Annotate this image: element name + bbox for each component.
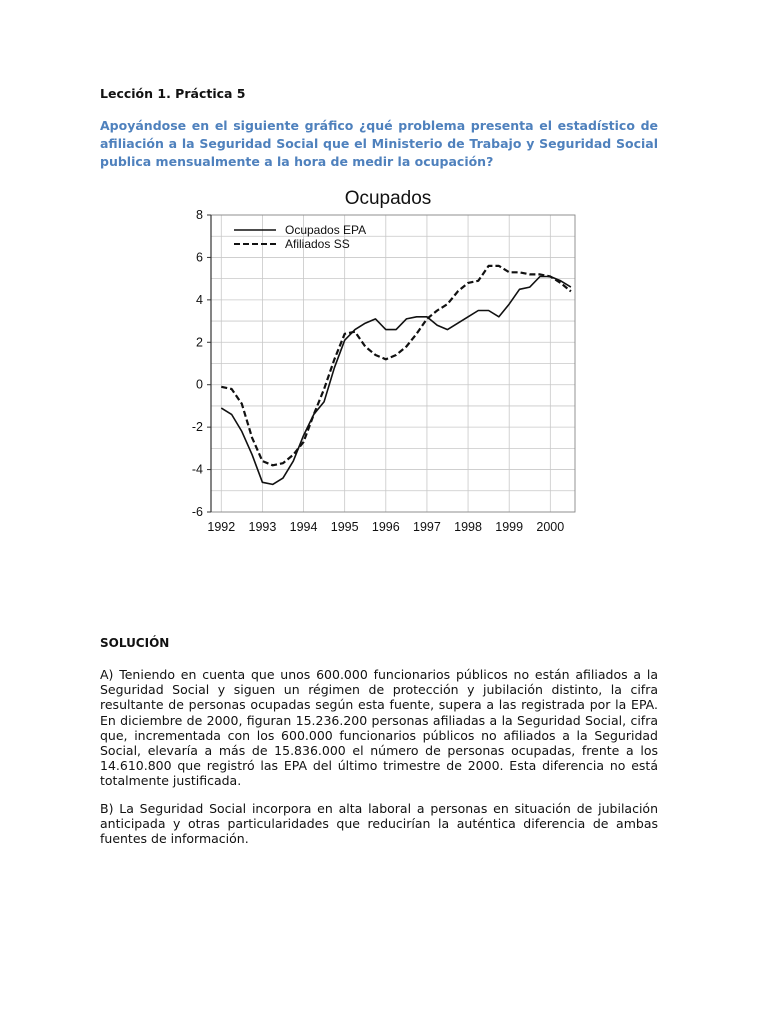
series-point (416, 316, 417, 317)
series-point (406, 318, 407, 319)
series-point (395, 354, 396, 355)
series-point (395, 329, 396, 330)
chart-grid (211, 215, 575, 512)
y-tick-label: 0 (196, 377, 203, 392)
series-point (303, 441, 304, 442)
series-point (231, 414, 232, 415)
series-point (406, 346, 407, 347)
series-point (365, 346, 366, 347)
series-point (529, 274, 530, 275)
series-point (334, 359, 335, 360)
x-tick-label: 1996 (371, 520, 400, 534)
series-point (437, 325, 438, 326)
series-point (313, 414, 314, 415)
series-point (324, 388, 325, 389)
series-point (437, 310, 438, 311)
series-point (488, 310, 489, 311)
series-point (447, 329, 448, 330)
legend-label-ocupados-epa: Ocupados EPA (285, 223, 367, 237)
series-point (241, 431, 242, 432)
series-point (529, 287, 530, 288)
series-point (560, 282, 561, 283)
series-point (262, 460, 263, 461)
series-point (252, 454, 253, 455)
legend-label-afiliados-ss: Afiliados SS (285, 237, 350, 251)
series-point (385, 329, 386, 330)
series-point (303, 435, 304, 436)
chart-series (221, 265, 572, 485)
series-point (354, 329, 355, 330)
y-tick-label: 2 (196, 335, 203, 350)
series-point (221, 407, 222, 408)
series-point (385, 359, 386, 360)
series-point (365, 323, 366, 324)
series-point (457, 323, 458, 324)
series-point (478, 310, 479, 311)
series-point (488, 265, 489, 266)
series-point (293, 460, 294, 461)
x-tick-label: 1992 (207, 520, 236, 534)
x-tick-label: 1995 (330, 520, 359, 534)
x-tick-label: 1998 (454, 520, 482, 534)
series-point (354, 331, 355, 332)
exercise-question: Apoyándose en el siguiente gráfico ¿qué problema presenta el estadístico de afiliación a la Seguridad Social que el Ministerio de Trabajo y Seguridad Social publica mensualmente a la hora de medir la ocupación? (100, 118, 658, 169)
x-tick-label: 1999 (495, 520, 524, 534)
series-point (272, 465, 273, 466)
y-tick-label: -6 (191, 505, 203, 519)
series-point (344, 340, 345, 341)
page-title: Lección 1. Práctica 5 (100, 86, 246, 101)
y-tick-label: 4 (196, 292, 203, 307)
solution-paragraph-a: A) Teniendo en cuenta que unos 600.000 funcionarios públicos no están afiliados a la Seguridad Social y siguen un régimen de protección y jubilación distinto, la cifra resultante de personas ocupadas según esta fuente, supera a las registrada por la EPA. En diciembre de 2000, figuran 15.236.200 personas afiliadas a la Seguridad Social, cifra que, incrementada con los 600.000 funcionarios públicos no afiliados a la Seguridad Social, elevaría a más de 15.836.000 el número de personas ocupadas, frente a los 14.610.800 que registró las EPA del último trimestre de 2000. Esta diferencia no está totalmente justificada. (100, 667, 658, 789)
series-point (375, 318, 376, 319)
series-point (221, 386, 222, 387)
series-point (241, 403, 242, 404)
series-point (560, 280, 561, 281)
series-point (252, 437, 253, 438)
series-point (467, 316, 468, 317)
series-point (467, 282, 468, 283)
solution-heading: SOLUCIÓN (100, 636, 170, 650)
series-point (570, 291, 571, 292)
series-point (324, 401, 325, 402)
chart-container (178, 182, 578, 538)
ocupados-line-chart (178, 182, 578, 538)
series-point (519, 289, 520, 290)
series-point (282, 477, 283, 478)
series-point (293, 454, 294, 455)
chart-title: Ocupados (344, 188, 432, 209)
series-point (262, 482, 263, 483)
series-line-ocupados-epa (221, 277, 571, 485)
series-point (457, 291, 458, 292)
series-point (498, 265, 499, 266)
y-tick-label: -4 (191, 462, 203, 477)
x-tick-label: 2000 (536, 520, 565, 534)
series-point (509, 304, 510, 305)
series-point (519, 272, 520, 273)
series-point (539, 276, 540, 277)
series-point (231, 388, 232, 389)
x-tick-label: 1994 (289, 520, 318, 534)
x-tick-label: 1997 (413, 520, 441, 534)
series-point (272, 484, 273, 485)
chart-legend (234, 223, 366, 251)
series-point (498, 316, 499, 317)
series-point (478, 280, 479, 281)
y-tick-label: -2 (191, 420, 203, 435)
solution-paragraph-b: B) La Seguridad Social incorpora en alta laboral a personas en situación de jubilación anticipada y otras particularidades que reducirían la auténtica diferencia de ambas fuentes de información. (100, 801, 658, 847)
y-tick-label: 8 (196, 208, 203, 222)
series-point (509, 272, 510, 273)
y-tick-label: 6 (196, 250, 203, 265)
series-point (416, 333, 417, 334)
series-point (550, 276, 551, 277)
series-point (375, 354, 376, 355)
series-point (570, 287, 571, 288)
series-point (334, 367, 335, 368)
series-line-afiliados-ss (221, 266, 571, 465)
series-point (426, 318, 427, 319)
series-point (344, 333, 345, 334)
series-point (282, 463, 283, 464)
x-tick-label: 1993 (248, 520, 277, 534)
series-point (447, 304, 448, 305)
chart-axes (192, 208, 575, 534)
series-point (539, 274, 540, 275)
